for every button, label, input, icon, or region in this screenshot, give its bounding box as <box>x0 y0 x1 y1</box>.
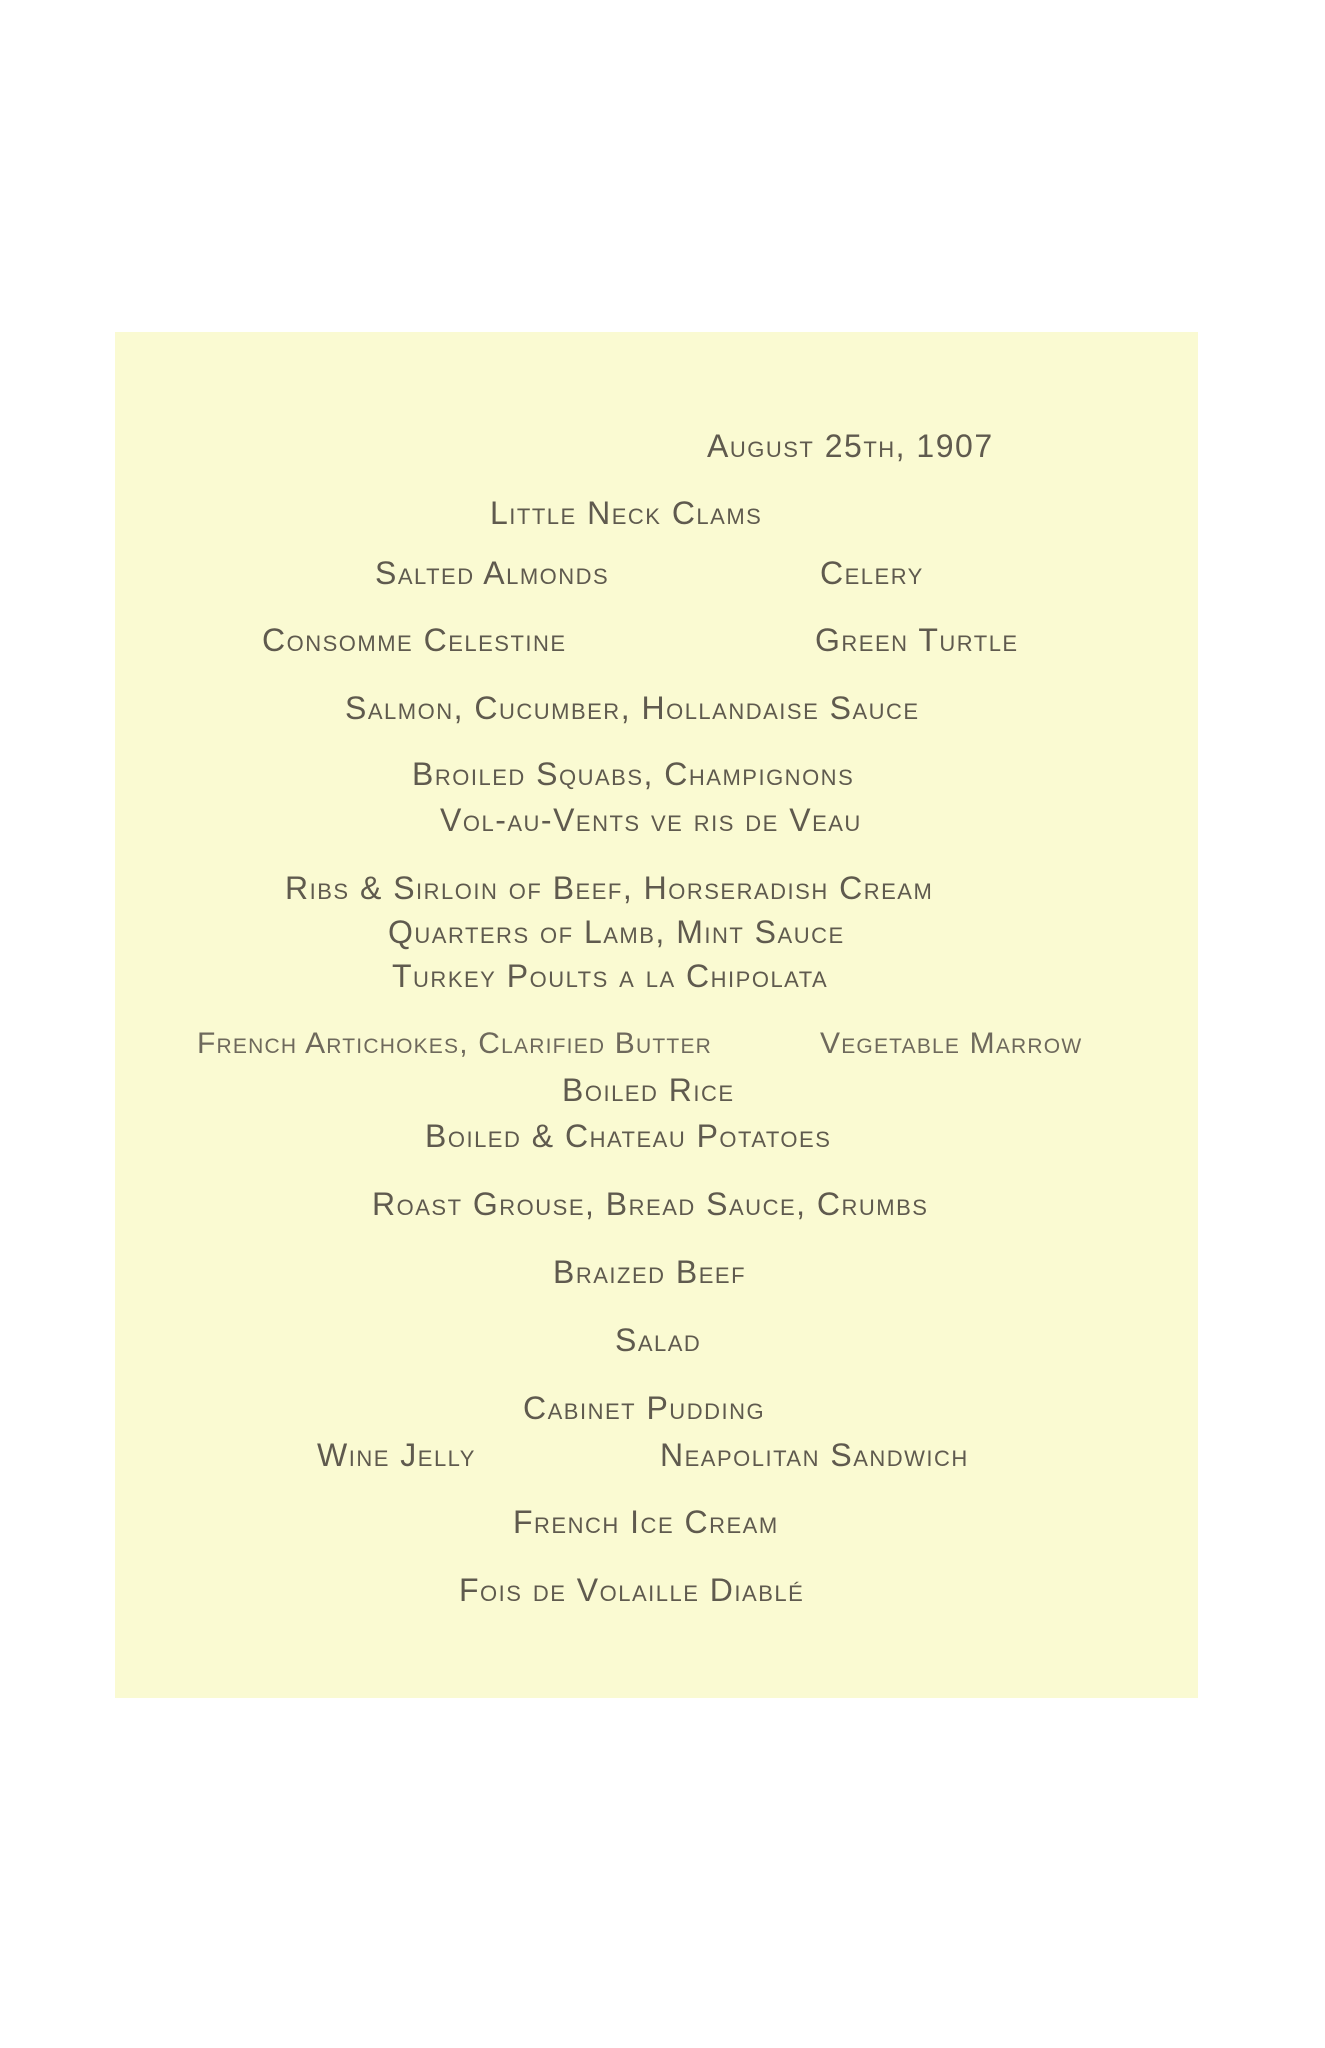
menu-date: August 25th, 1907 <box>707 428 994 464</box>
menu-item-boiled-rice: Boiled Rice <box>562 1072 735 1108</box>
menu-item-vol-au-vents: Vol-au-Vents ve ris de Veau <box>440 802 862 838</box>
menu-item-little-neck-clams: Little Neck Clams <box>490 495 763 531</box>
menu-item-neapolitan-sandwich: Neapolitan Sandwich <box>660 1437 969 1473</box>
menu-item-salad: Salad <box>615 1322 702 1358</box>
menu-item-celery: Celery <box>820 555 924 591</box>
menu-item-ribs-sirloin: Ribs & Sirloin of Beef, Horseradish Cream <box>285 870 934 906</box>
menu-item-potatoes: Boiled & Chateau Potatoes <box>425 1118 832 1154</box>
menu-item-roast-grouse: Roast Grouse, Bread Sauce, Crumbs <box>372 1186 929 1222</box>
menu-item-braized-beef: Braized Beef <box>553 1254 747 1290</box>
menu-item-vegetable-marrow: Vegetable Marrow <box>820 1027 1083 1060</box>
menu-item-french-artichokes: French Artichokes, Clarified Butter <box>197 1027 713 1060</box>
menu-card <box>115 332 1198 1698</box>
menu-item-turkey-poults: Turkey Poults a la Chipolata <box>392 958 829 994</box>
menu-item-fois-de-volaille: Fois de Volaille Diablé <box>459 1572 805 1608</box>
menu-item-wine-jelly: Wine Jelly <box>317 1437 476 1473</box>
menu-item-quarters-lamb: Quarters of Lamb, Mint Sauce <box>388 914 845 950</box>
menu-item-green-turtle: Green Turtle <box>815 622 1019 658</box>
menu-item-french-ice-cream: French Ice Cream <box>513 1504 779 1540</box>
menu-item-salmon: Salmon, Cucumber, Hollandaise Sauce <box>345 690 920 726</box>
menu-item-broiled-squabs: Broiled Squabs, Champignons <box>412 756 855 792</box>
menu-item-salted-almonds: Salted Almonds <box>375 555 610 591</box>
menu-item-consomme-celestine: Consomme Celestine <box>262 622 567 658</box>
menu-item-cabinet-pudding: Cabinet Pudding <box>523 1390 766 1426</box>
